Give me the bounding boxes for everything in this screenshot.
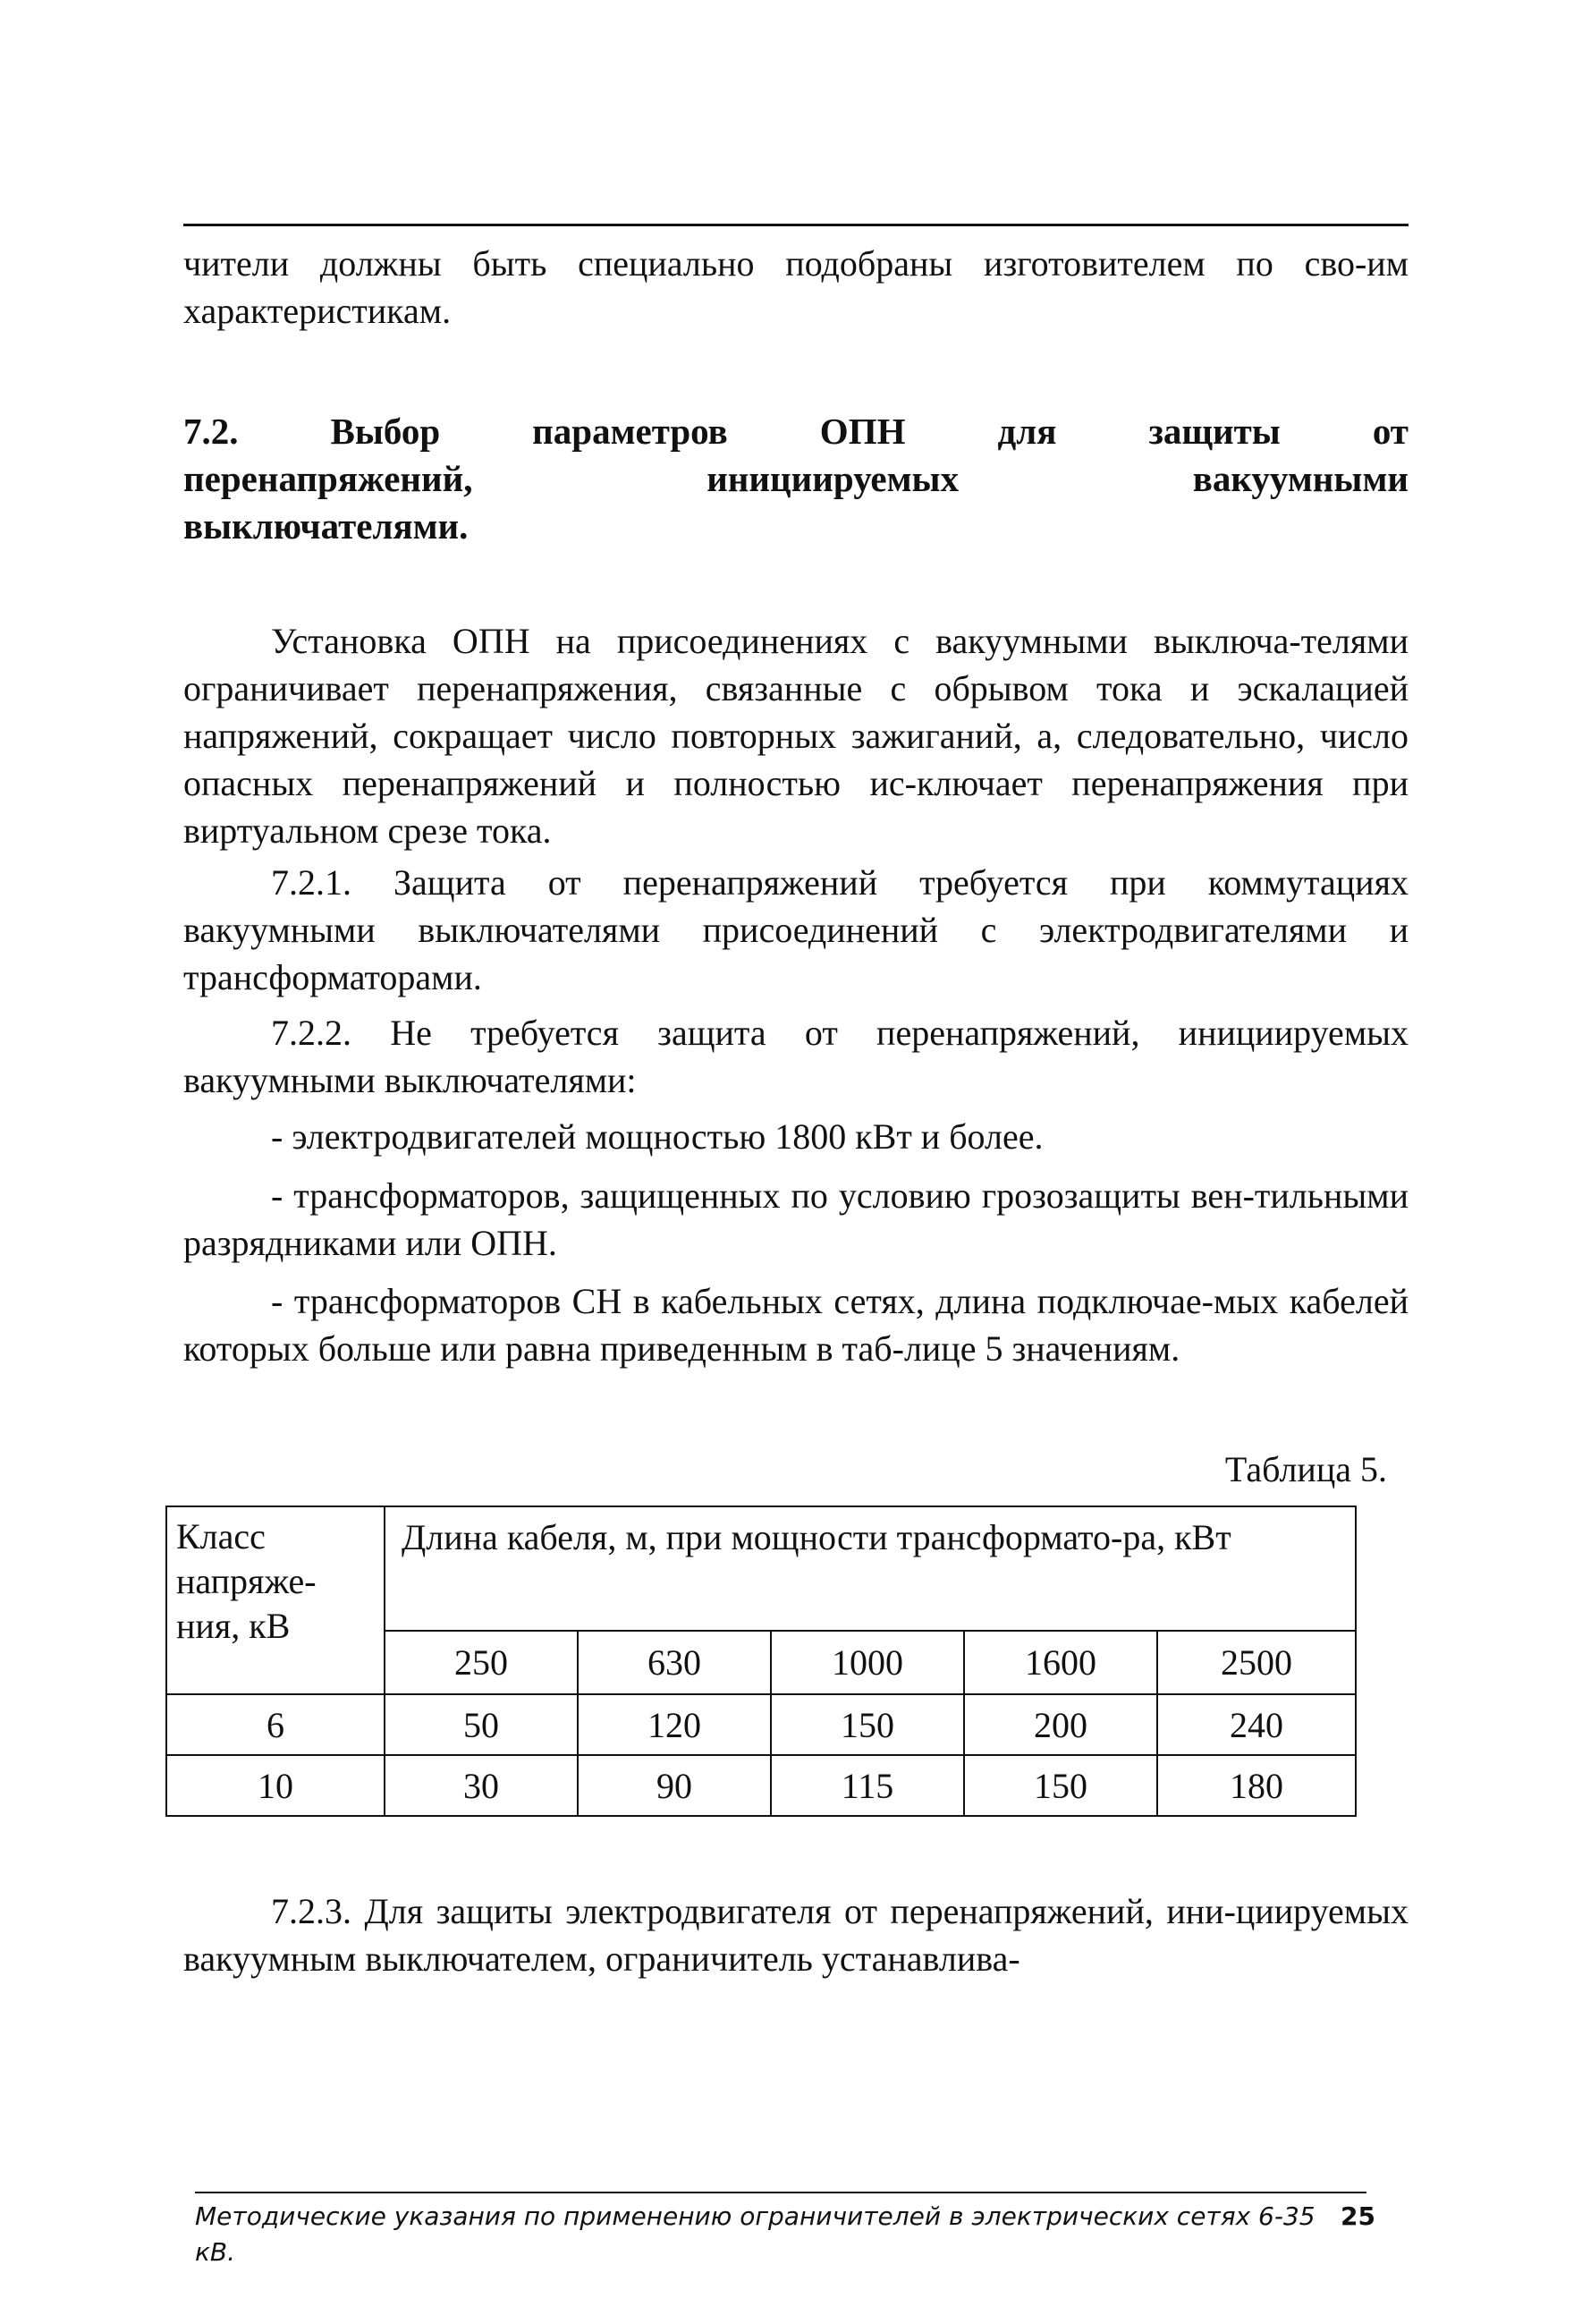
heading-line-1 [183, 408, 1409, 455]
heading-line-3 [183, 503, 1409, 550]
section-heading-7-2 [183, 408, 1409, 550]
footer-rule [195, 2192, 1366, 2193]
top-rule [183, 224, 1409, 226]
heading-word: инициируемых [706, 458, 960, 499]
power-cell: 630 [578, 1631, 771, 1694]
heading-word: Выбор [330, 411, 441, 452]
heading-word: ОПН [819, 411, 906, 452]
heading-word: от [1372, 411, 1409, 452]
list-item-motors: - электродвигателей мощностью 1800 кВт и более. [271, 1116, 1044, 1157]
heading-word: параметров [532, 411, 728, 452]
table-5 [165, 1506, 1357, 1817]
heading-word: защиты [1148, 411, 1281, 452]
length-cell: 50 [385, 1694, 578, 1755]
paragraph-7-2-3: 7.2.3. Для защиты электродвигателя от перенапряжений, ини-циируемых вакуумным выключателем, ограничитель устанавлива- [183, 1891, 1409, 1979]
length-cell: 150 [964, 1755, 1157, 1816]
power-cell: 1000 [771, 1631, 964, 1694]
power-cell: 1600 [964, 1631, 1157, 1694]
voltage-class-header: Класс напряже-ния, кВ [166, 1506, 385, 1694]
length-cell: 240 [1157, 1694, 1356, 1755]
length-cell: 120 [578, 1694, 771, 1755]
list-item-transformers: - трансформаторов, защищенных по условию грозозащиты вен-тильными разрядниками или ОПН. [183, 1175, 1409, 1263]
length-cell: 180 [1157, 1755, 1356, 1816]
length-cell: 90 [578, 1755, 771, 1816]
voltage-class-cell: 10 [166, 1755, 385, 1816]
continued-paragraph: чители должны быть специально подобраны изготовителем по сво-им характеристикам. [183, 243, 1409, 331]
page-number: 25 [1341, 2201, 1375, 2231]
paragraph-7-2-1: 7.2.1. Защита от перенапряжений требуется при коммутациях вакуумными выключателями присоединений с электродвигателями и трансформаторами. [183, 862, 1409, 997]
heading-word: для [997, 411, 1057, 452]
table-header-row [166, 1506, 1356, 1631]
page-footer [195, 2199, 1375, 2270]
length-cell: 30 [385, 1755, 578, 1816]
paragraph-opn-installation: Установка ОПН на присоединениях с вакуумными выключа-телями ограничивает перенапряжения, связанные с обрывом тока и эскалацией напряжений, сокращает число повторных зажиганий, а, следовательно, число опасных перенапряжений и полностью ис-ключает перенапряжения при виртуальном срезе тока. [183, 621, 1409, 851]
length-cell: 200 [964, 1694, 1157, 1755]
heading-word: перенапряжений, [183, 458, 473, 499]
length-cell: 150 [771, 1694, 964, 1755]
table-caption: Таблица 5. [1224, 1449, 1387, 1489]
heading-word: 7.2. [183, 411, 239, 452]
heading-line-2 [183, 455, 1409, 503]
power-cell: 2500 [1157, 1631, 1356, 1694]
list-item-aux-transformers: - трансформаторов СН в кабельных сетях, длина подключае-мых кабелей которых больше или равна приведенным в таб-лице 5 значениям. [183, 1281, 1409, 1369]
table-row [166, 1755, 1356, 1816]
cable-length-header: Длина кабеля, м, при мощности трансформато-ра, кВт [385, 1506, 1356, 1631]
power-cell: 250 [385, 1631, 578, 1694]
footer-title: Методические указания по применению ограничителей в электрических сетях 6-35 кВ. [195, 2201, 1316, 2267]
table-row [166, 1694, 1356, 1755]
length-cell: 115 [771, 1755, 964, 1816]
heading-word: выключателями. [183, 505, 469, 547]
heading-word: вакуумными [1192, 458, 1409, 499]
voltage-class-cell: 6 [166, 1694, 385, 1755]
paragraph-7-2-2: 7.2.2. Не требуется защита от перенапряжений, инициируемых вакуумными выключателями: [183, 1013, 1409, 1100]
